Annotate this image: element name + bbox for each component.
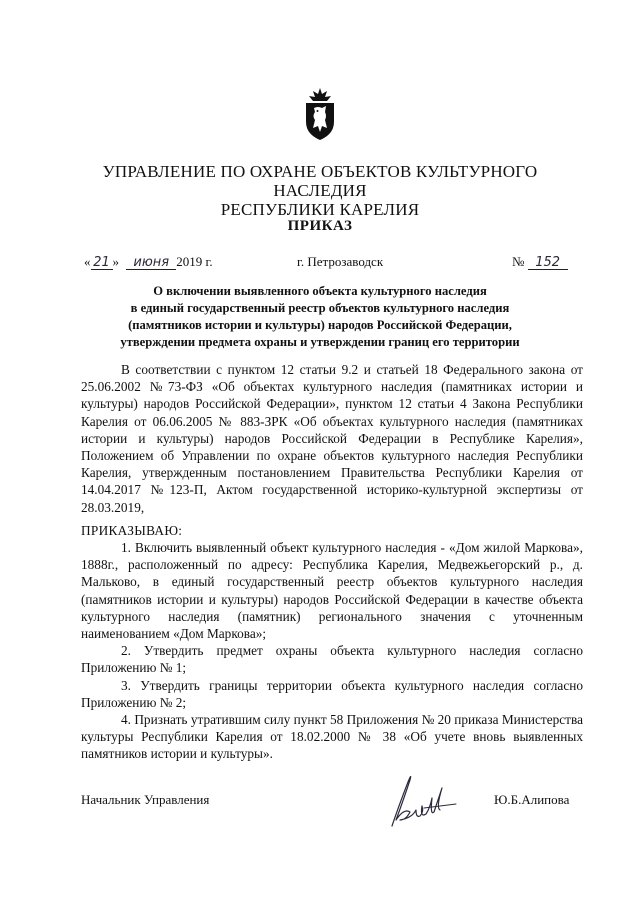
date-year: 2019 г. — [176, 254, 213, 269]
order-item-3: 3. Утвердить границы территории объекта культурного наследия согласно Приложению № 2; — [81, 677, 583, 710]
date-month: июня — [126, 256, 176, 270]
city: г. Петрозаводск — [297, 254, 384, 269]
prikazyvayu-label: ПРИКАЗЫВАЮ: — [81, 523, 183, 538]
signatory-position: Начальник Управления — [81, 792, 210, 807]
date-day: 21 — [91, 256, 113, 270]
number-value: 152 — [528, 256, 568, 270]
order-item-2: 2. Утвердить предмет охраны объекта культурного наследия согласно Приложению № 1; — [81, 643, 583, 676]
order-item-4: 4. Признать утратившим силу пункт 58 Приложения № 20 приказа Министерства культуры Республики Карелия от 18.02.2000 № 38 «Об учете вновь выявленных памятников истории и культуры». — [81, 712, 583, 762]
order-item-1: 1. Включить выявленный объект культурного наследия - «Дом жилой Маркова», 1888г., расположенный по адресу: Республика Карелия, Медвежьегорский р., д. Мальково, в единый государственный реестр объектов культурного наследия (памятников истории и культуры) народов Российской Федерации в качестве объекта культурного наследия (памятник) регионального значения с уточненным наименованием «Дом Маркова»; — [81, 540, 583, 642]
org-line-1: УПРАВЛЕНИЕ ПО ОХРАНЕ ОБЪЕКТОВ КУЛЬТУРНОГО НАСЛЕДИЯ — [102, 162, 538, 200]
karelia-coat-of-arms-icon — [300, 86, 340, 142]
signatory-name: Ю.Б.Алипова — [494, 792, 570, 807]
order-date — [84, 254, 213, 270]
heading-line-4: утверждении предмета охраны и утверждении границ его территории — [120, 335, 520, 349]
date-close-quote: » — [112, 254, 119, 269]
heading-line-3: (памятников истории и культуры) народов Российской Федерации, — [128, 318, 512, 332]
document-type: ПРИКАЗ — [287, 218, 353, 234]
org-line-2: РЕСПУБЛИКИ КАРЕЛИЯ — [220, 200, 420, 219]
order-items — [81, 539, 583, 763]
number-label: № — [512, 254, 525, 269]
order-heading — [100, 283, 540, 351]
preamble — [81, 361, 583, 516]
heading-line-2: в единый государственный реестр объектов культурного наследия — [130, 301, 510, 315]
date-open-quote: « — [84, 254, 91, 269]
order-number — [512, 254, 568, 270]
preamble-text: В соответствии с пунктом 12 статьи 9.2 и статьей 18 Федерального закона от 25.06.2002 №73-ФЗ «Об объектах культурного наследия (памятниках истории и культуры) народов Российской Федерации», пунктом 12 статьи 4 Закона Республики Карелия от 06.06.2005 № 883-ЗРК «Об объектах культурного наследия (памятниках истории и культуры) народов Российской Федерации в Республике Карелия», Положением об Управлении по охране объектов культурного наследия Республики Карелия, утвержденным постановлением Правительства Республики Карелия от 14.04.2017 №123-П, Актом государственной историко-культурной экспертизы от 28.03.2019, — [81, 362, 583, 515]
handwritten-signature-icon — [370, 768, 460, 830]
organization-name — [60, 162, 580, 219]
heading-line-1: О включении выявленного объекта культурного наследия — [153, 284, 487, 298]
